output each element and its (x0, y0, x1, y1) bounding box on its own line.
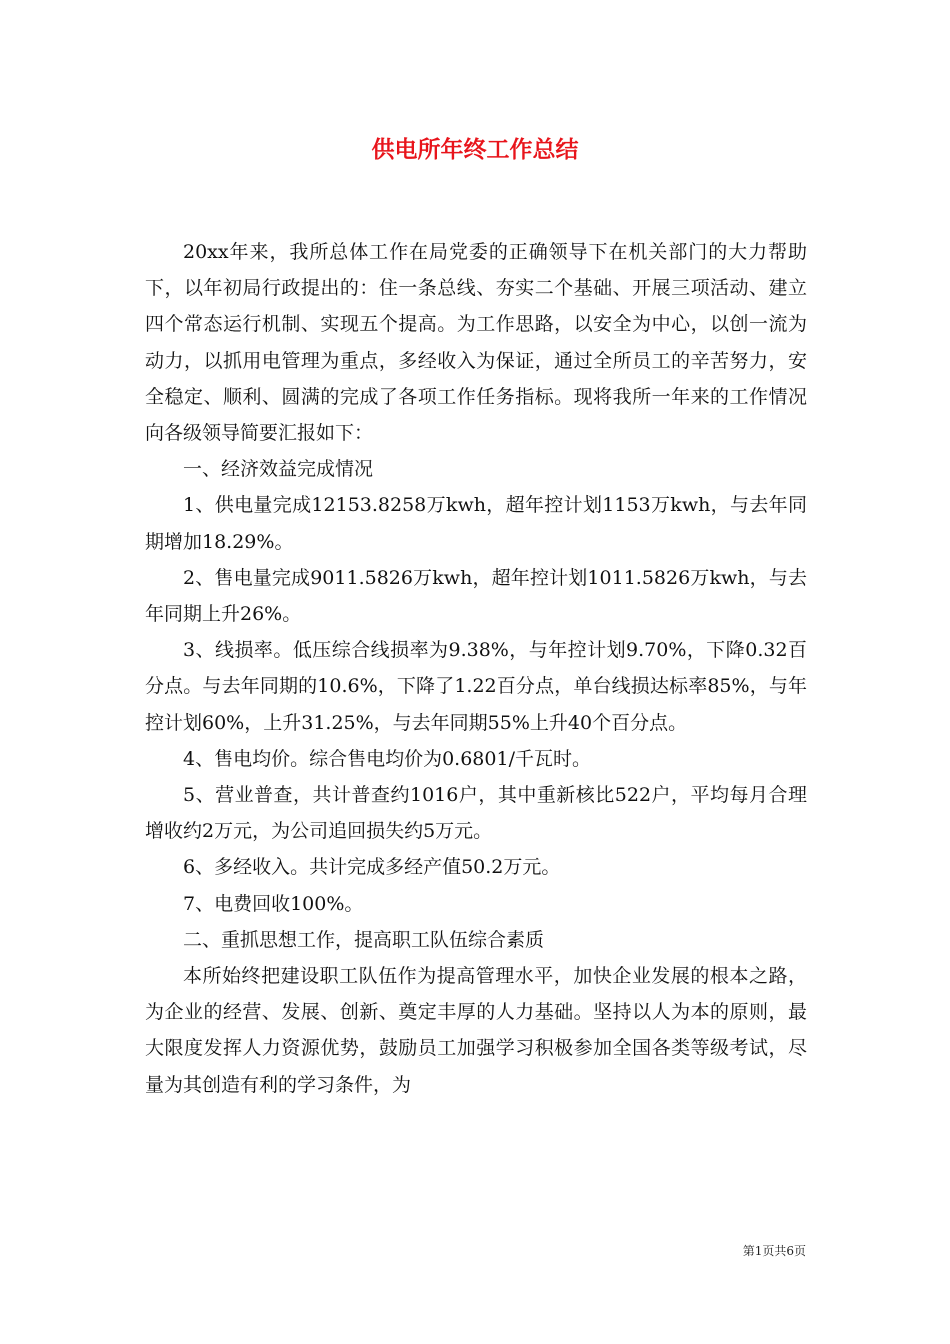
item-diversified-income: 6、多经收入。共计完成多经产值50.2万元。 (183, 856, 561, 879)
item-fee-recovery: 7、电费回收100%。 (183, 892, 364, 915)
item-average-price: 4、售电均价。综合售电均价为0.6801/千瓦时。 (183, 747, 591, 770)
item-power-sales: 2、售电量完成9011.5826万kwh，超年控计划1011.5826万kwh，与去年同期上升26%。 (145, 566, 807, 626)
item-power-supply: 1、供电量完成12153.8258万kwh，超年控计划1153万kwh，与去年同期增加18.29%。 (145, 494, 807, 553)
paragraph-workforce: 本所始终把建设职工队伍作为提高管理水平，加快企业发展的根本之路，为企业的经营、发展、创新、奠定丰厚的人力基础。坚持以人为本的原则，最大限度发挥人力资源优势，鼓励员工加强学习积极参加全国各类等级考试，尽量为其创造有利的学习条件，为 (145, 965, 807, 1096)
paragraph-intro: 20xx年来，我所总体工作在局党委的正确领导下在机关部门的大力帮助下，以年初局行政提出的：住一条总线、夯实二个基础、开展三项活动、建立四个常态运行机制、实现五个提高。为工作思路，以安全为中心，以创一流为动力，以抓用电管理为重点，多经收入为保证，通过全所员工的辛苦努力，安全稳定、顺利、圆满的完成了各项工作任务指标。现将我所一年来的工作情况向各级领导简要汇报如下： (145, 241, 807, 445)
page-number: 第1页共6页 (742, 1244, 806, 1258)
section-heading-economic: 一、经济效益完成情况 (183, 458, 374, 481)
document-body (145, 234, 807, 1103)
item-business-census: 5、营业普查，共计普查约1016户，其中重新核比522户，平均每月合理增收约2万元，为公司追回损失约5万元。 (145, 784, 807, 843)
item-line-loss: 3、线损率。低压综合线损率为9.38%，与年控计划9.70%，下降0.32百分点。与去年同期的10.6%，下降了1.22百分点，单台线损达标率85%，与年控计划60%，上升31.25%，与去年同期55%上升40个百分点。 (145, 639, 807, 734)
section-heading-ideology: 二、重抓思想工作，提高职工队伍综合素质 (183, 928, 545, 951)
document-title: 供电所年终工作总结 (371, 137, 579, 163)
